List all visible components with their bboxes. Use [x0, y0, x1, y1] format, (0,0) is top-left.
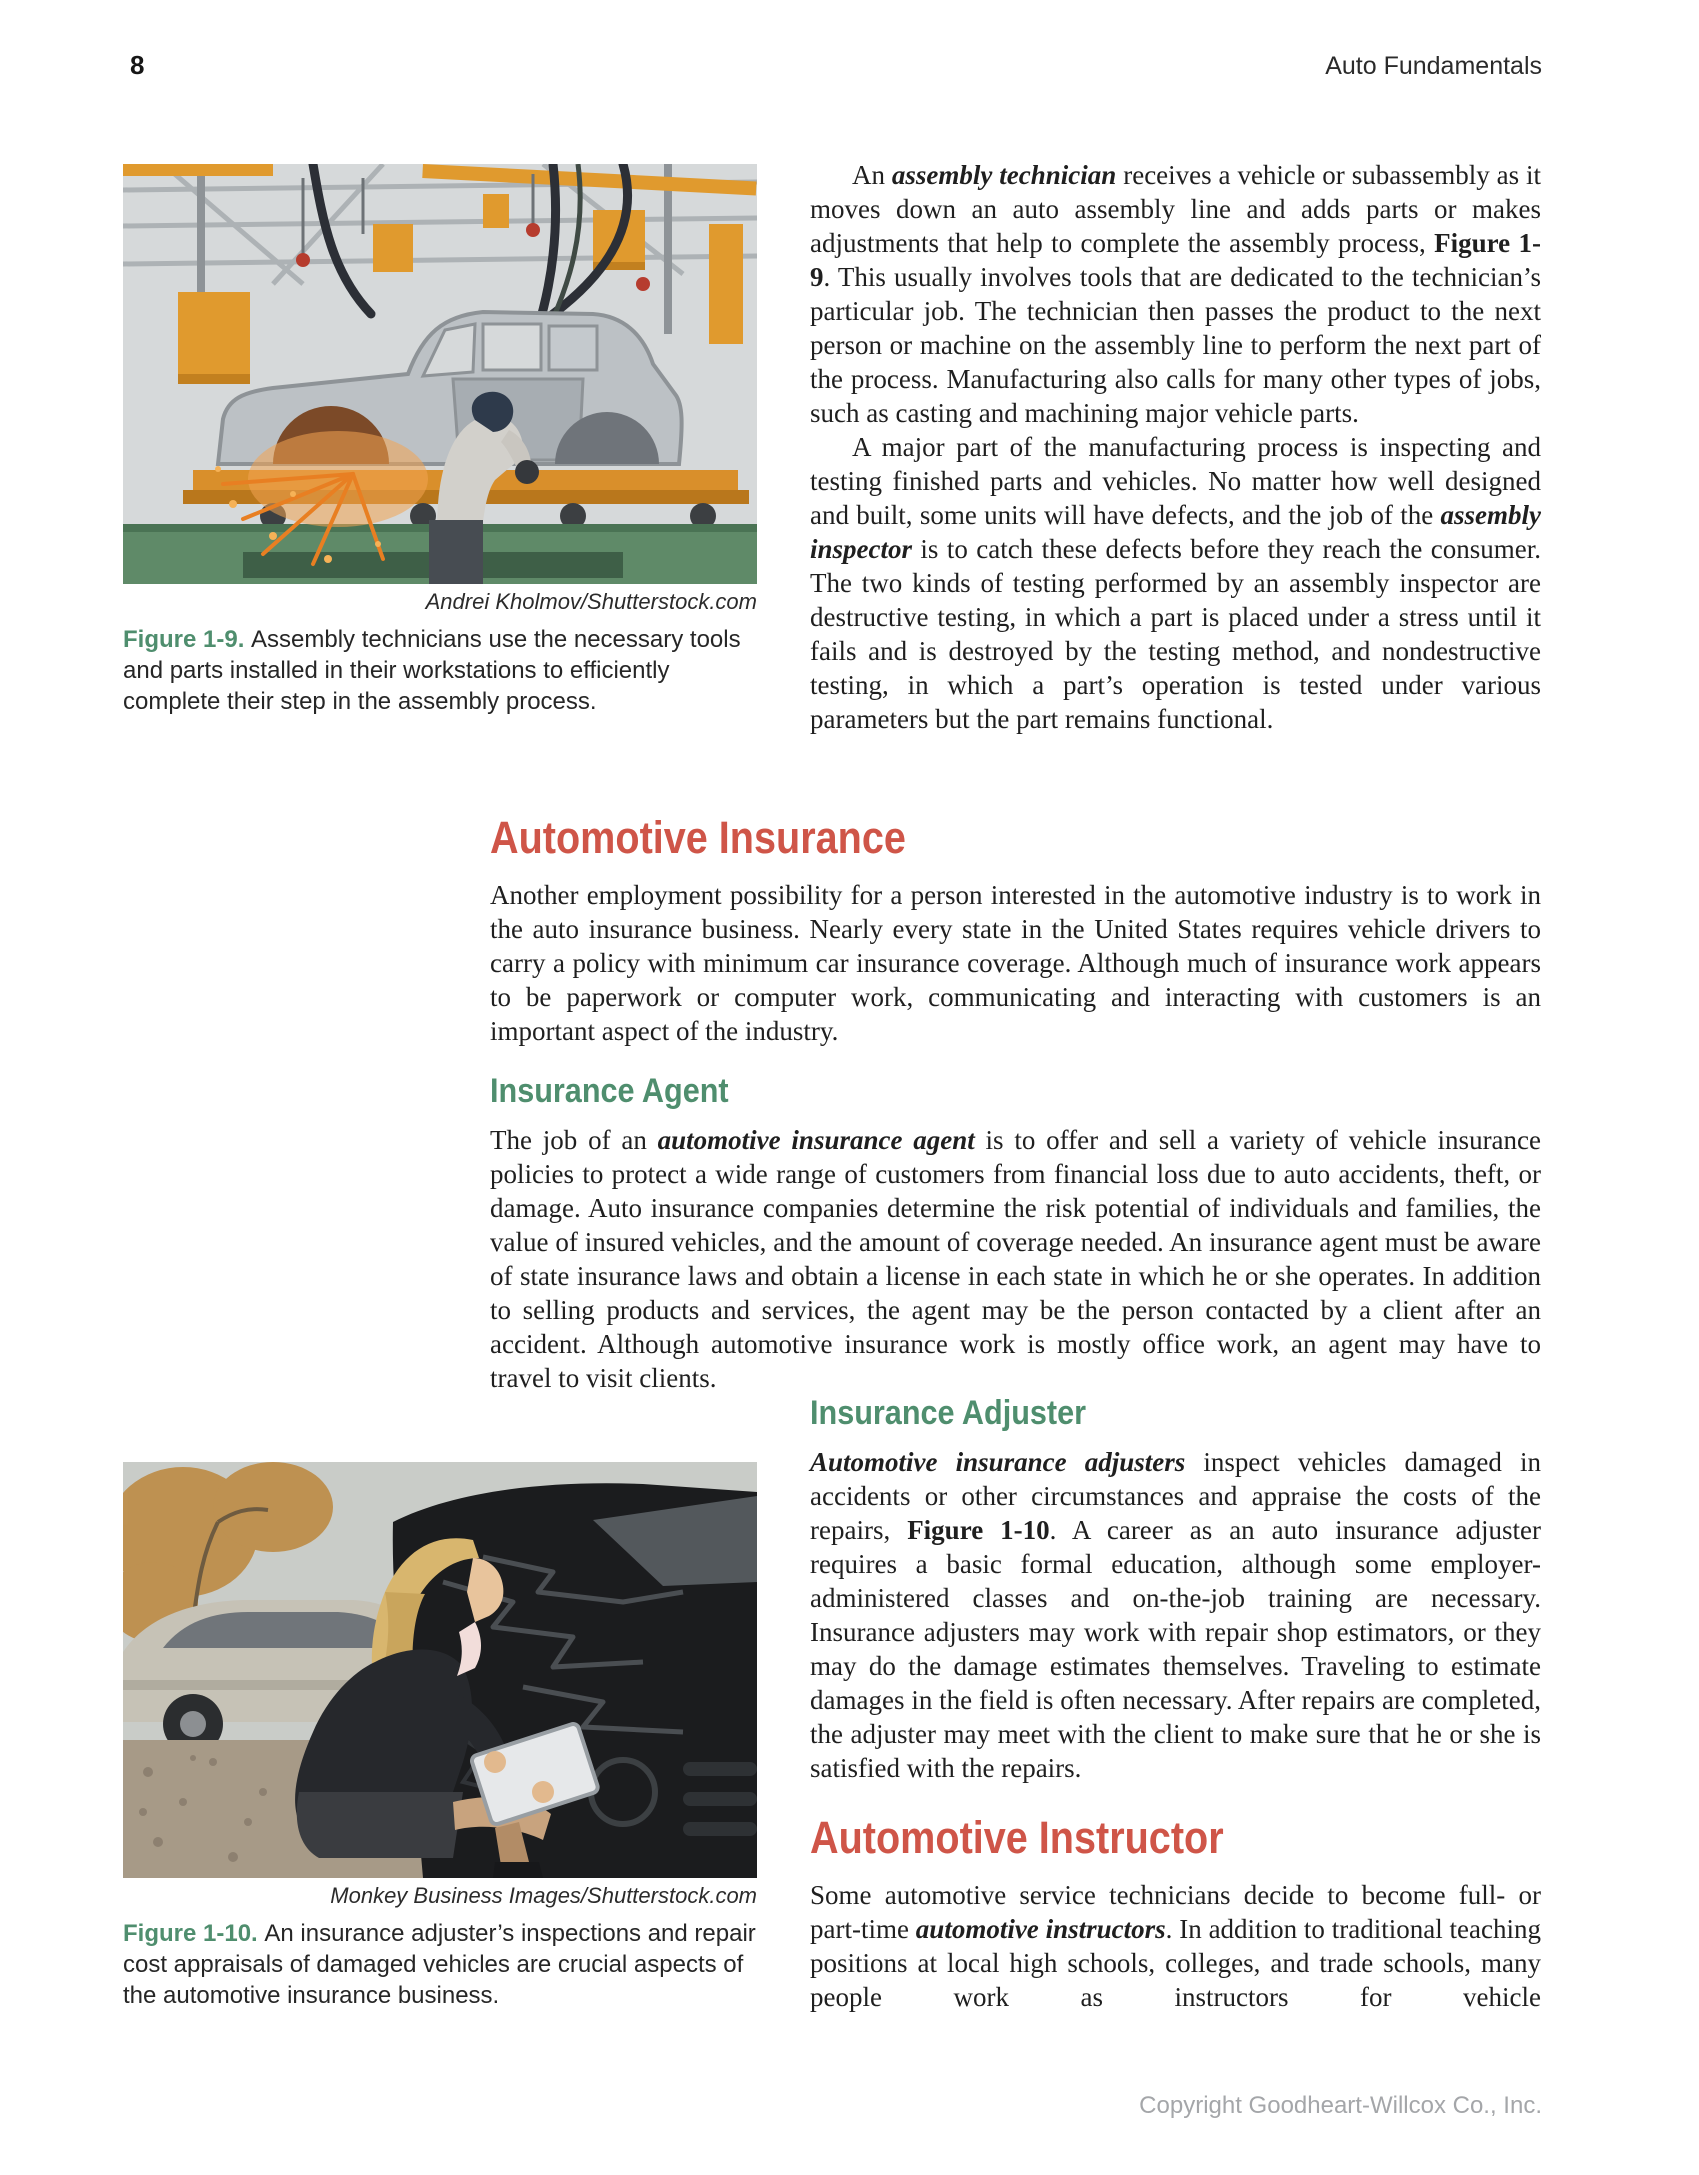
figure-1-9-credit: Andrei Kholmov/Shutterstock.com: [425, 589, 757, 614]
heading-automotive-insurance: Automotive Insurance: [490, 812, 906, 863]
heading-insurance-adjuster: Insurance Adjuster: [810, 1394, 1087, 1432]
figure-1-9: [123, 164, 757, 717]
heading-automotive-instructor: Automotive Instructor: [810, 1812, 1224, 1863]
figure-1-10-caption: Figure 1-10. An insurance adjuster’s inspections and repair cost appraisals of damaged vehicles are crucial aspects of the automotive insurance business.: [123, 1920, 756, 2009]
figure-1-9-photo: [123, 164, 757, 584]
figure-1-10: [123, 1462, 757, 2011]
heading-insurance-agent: Insurance Agent: [490, 1072, 729, 1110]
figure-1-10-credit: Monkey Business Images/Shutterstock.com: [330, 1883, 757, 1908]
paragraph-insurance-adjuster: Automotive insurance adjusters inspect vehicles damaged in accidents or other circumstances and appraise the costs of the repairs, Figure 1-10. A career as an auto insurance adjuster requires a basic formal education, although some employer-administered classes and on-the-job training are necessary. Insurance adjusters may work with repair shop estimators, or they may do the damage estimates themselves. Traveling to estimate damages in the field is often necessary. After repairs are completed, the adjuster may meet with the client to make sure that he or she is satisfied with the repairs.: [810, 1447, 1541, 1783]
figure-1-9-caption: Figure 1-9. Assembly technicians use the necessary tools and parts installed in their workstations to efficiently complete their step in the assembly process.: [123, 626, 741, 715]
section-automotive-insurance: [490, 814, 1541, 1395]
section-insurance-adjuster: [810, 1394, 1541, 1785]
paragraph-automotive-instructor: Some automotive service technicians decide to become full- or part-time automotive instructors. In addition to traditional teaching positions at local high schools, colleges, and trade schools, many people work as instructors for vehicle: [810, 1880, 1541, 2012]
assembly-line-illustration: [123, 164, 757, 584]
page-number: 8: [130, 50, 145, 80]
intro-column: [810, 158, 1541, 736]
figure-1-10-photo: [123, 1462, 757, 1878]
section-automotive-instructor: [810, 1814, 1541, 2014]
running-head: Auto Fundamentals: [1325, 52, 1542, 80]
paragraph-automotive-insurance: Another employment possibility for a person interested in the automotive industry is to work in the auto insurance business. Nearly every state in the United States requires vehicle drivers to carry a policy with minimum car insurance coverage. Although much of insurance work appears to be paperwork or computer work, communicating and interacting with customers is an important aspect of the industry.: [490, 880, 1541, 1046]
paragraph-insurance-agent: The job of an automotive insurance agent is to offer and sell a variety of vehicle insurance policies to protect a wide range of customers from financial loss due to auto accidents, theft, or damage. Auto insurance companies determine the risk potential of individuals and families, the value of insured vehicles, and the amount of coverage needed. An insurance agent must be aware of state insurance laws and obtain a license in each state in which he or she operates. In addition to selling products and services, the agent may be the person contacted by a client after an accident. Although automotive insurance work is mostly office work, an agent may have to travel to visit clients.: [490, 1125, 1542, 1393]
copyright-notice: Copyright Goodheart-Willcox Co., Inc.: [1139, 2092, 1542, 2119]
paragraph-assembly-technician: An assembly technician receives a vehicle or subassembly as it moves down an auto assembly line and adds parts or makes adjustments that help to complete the assembly process, Figure 1-9. This usually involves tools that are dedicated to the technician’s particular job. The technician then passes the product to the next person or machine on the assembly line to perform the next part of the process. Manufacturing also calls for many other types of jobs, such as casting and machining major vehicle parts.: [810, 160, 1541, 428]
paragraph-assembly-inspector: A major part of the manufacturing process is inspecting and testing finished parts and vehicles. No matter how well designed and built, some units will have defects, and the job of the assembly inspector is to catch these defects before they reach the consumer. The two kinds of testing performed by an assembly inspector are destructive testing, in which a part is placed under a stress until it fails and is destroyed by the testing method, and nondestructive testing, in which a part’s operation is tested under various parameters but the part remains functional.: [810, 432, 1541, 734]
insurance-adjuster-illustration: [123, 1462, 757, 1878]
